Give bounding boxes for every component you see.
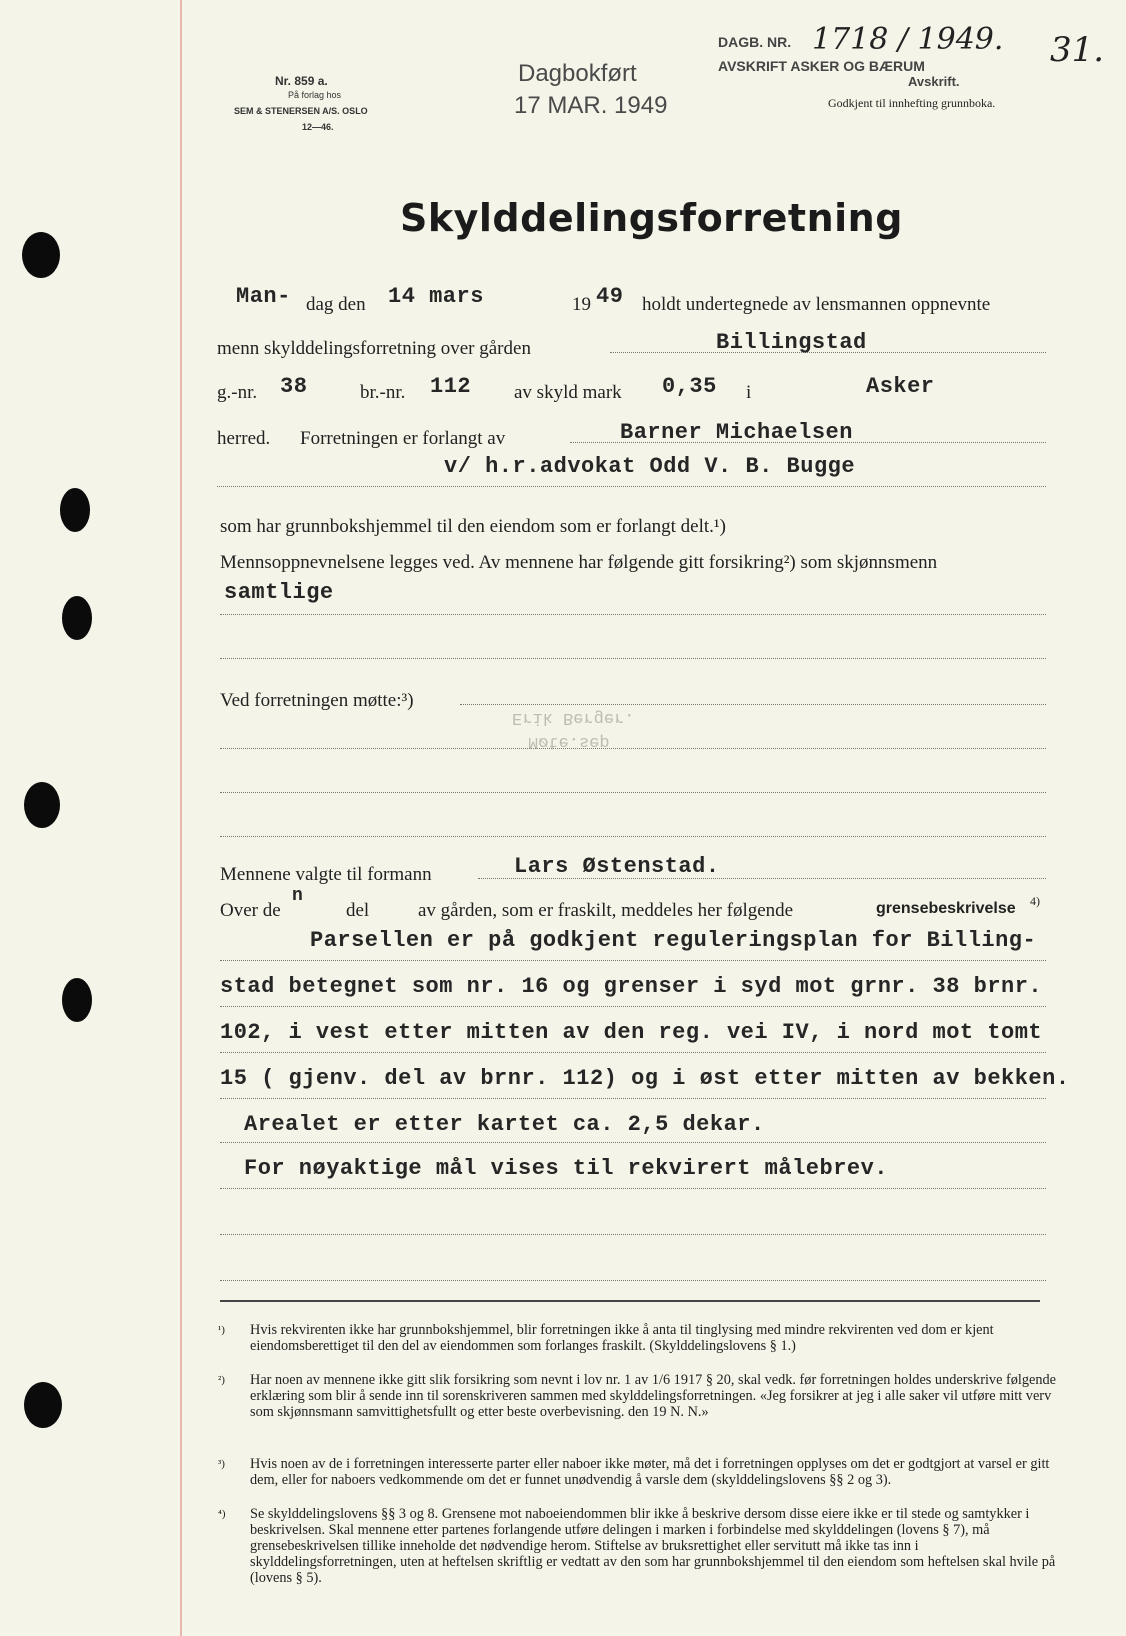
menn-text: menn skylddelingsforretning over gården [217,338,531,359]
description-line: For nøyaktige mål vises til rekvirert målebrev. [244,1156,889,1181]
motte-text: Ved forretningen møtte:³) [220,690,414,711]
weekday-prefix: Man- [236,284,291,309]
description-rule [220,1234,1046,1235]
gnr-label: g.-nr. [217,382,258,403]
description-rule [220,960,1046,961]
mennsopp-text: Mennsoppnevnelsene legges ved. Av mennene har følgende gitt forsikring²) som skjønnsmenn [220,552,938,573]
grunnbok-text: som har grunnbokshjemmel til den eiendom som er forlangt delt.¹) [220,516,726,537]
herred-text: herred. [217,428,271,449]
footnote-text: Hvis noen av de i forretningen interesserte parter eller naboer ikke møter, må det i forretningen opplyses om det er godtgjort at varsel er gitt dem, eller for naboers vedkommende om det er funnet unødvendig å varsle dem (skylddelingslovens §§ 2 og 3). [250,1456,1050,1488]
formann-text: Mennene valgte til formann [220,864,432,885]
motte-line-4 [220,836,1046,837]
publisher-line-3: 12—46. [302,122,334,132]
year-value: 49 [596,284,624,309]
binder-hole [24,782,60,828]
skyld-value: 0,35 [662,374,717,399]
description-line: Arealet er etter kartet ca. 2,5 dekar. [244,1112,765,1137]
motte-line-2 [220,748,1046,749]
bleed-through-line-1: Erik Berger. [512,708,635,727]
description-rule [220,1006,1046,1007]
gnr-value: 38 [280,374,308,399]
description-rule [220,1188,1046,1189]
bleed-through-line-2: Møte.sep [528,732,610,751]
avskrift-label: Avskrift. [908,74,960,89]
motte-line-1 [460,704,1046,705]
footnote [218,1506,1058,1586]
farm-name: Billingstad [716,330,867,355]
avskrift-stamp: AVSKRIFT ASKER OG BÆRUM [718,58,925,74]
forsikring-line-1 [220,614,1046,615]
dag-den-label: dag den [306,294,366,315]
footnote [218,1322,1058,1354]
binder-hole [60,488,90,532]
publisher-line-2: SEM & STENERSEN A/S. OSLO [234,106,368,116]
godkjent-text: Godkjent til innhefting grunnboka. [828,96,996,110]
description-rule [220,1098,1046,1099]
dagb-nr-value: 1718 / 1949. [812,22,1004,57]
footnote [218,1372,1058,1420]
brnr-label: br.-nr. [360,382,406,403]
dagbokfort-date: 17 MAR. 1949 [514,92,668,119]
forlangt-text: Forretningen er forlangt av [300,428,506,449]
description-line: 102, i vest etter mitten av den reg. vei IV, i nord mot tomt [220,1020,1043,1045]
footnote-number: ²) [218,1374,225,1386]
document-title: Skylddelingsforretning [400,196,903,240]
binder-hole [24,1382,62,1428]
year-prefix: 19 [572,294,591,315]
binder-hole [62,978,92,1022]
page-number: 31. [1050,30,1105,70]
binder-hole [62,596,92,640]
requester-line-2: v/ h.r.advokat Odd V. B. Bugge [444,454,856,479]
skyld-label: av skyld mark [514,382,622,403]
margin-line [180,0,182,1636]
description-rule [220,1280,1046,1281]
description-line: Parsellen er på godkjent reguleringsplan for Billing- [310,928,1037,953]
dagb-nr-label: DAGB. NR. [718,34,792,50]
grense-label: grensebeskrivelse [876,900,1016,917]
publisher-line-1: På forlag hos [288,90,342,100]
footnote-text: Se skylddelingslovens §§ 3 og 8. Grensene mot naboeiendommen blir ikke å beskrive dersom disse eiere ikke er til stede og samtykker i beskrivelsen. Skal mennene etter partenes forlangende utføre delingen i marken i forbindelse med skylddelingen (lovens § 7), må grensebeskrivelsen tillike inneholde det nødvendige herom. Stiftelse av bruksrettighet eller servitutt må ikke tas inn i skylddelingsforretningen, uten at heftelsen skriftlig er vedtatt av den som har grunnbokshjemmel til den eiendom som heftelsen skal hvile på (lovens § 5). [250,1506,1056,1586]
footnote-text: Har noen av mennene ikke gitt slik forsikring som nevnt i lov nr. 1 av 1/6 1917 § 20, skal vedk. før forretningen holdes underskrive følgende erklæring som blir å sende inn til sorenskriveren sammen med skylddelingsforretningen. «Jeg forsikrer at jeg i alle saker vil utføre mitt verv som skjønnsmann samvittighetsfullt og etter beste overbevisning. den 19 N. N.» [250,1372,1057,1420]
footnote [218,1456,1058,1488]
municipality: Asker [866,374,935,399]
footnote-separator [220,1300,1040,1302]
requester-name: Barner Michaelsen [620,420,853,445]
footnote-number: ³) [218,1458,225,1470]
description-line: 15 ( gjenv. del av brnr. 112) og i øst etter mitten av bekken. [220,1066,1070,1091]
dagbokfort-stamp: Dagbokført [518,60,637,87]
forsikring-value: samtlige [224,580,334,605]
date-value: 14 mars [388,284,484,309]
description-rule [220,1052,1046,1053]
footnote-text: Hvis rekvirenten ikke har grunnbokshjemmel, blir forretningen ikke å anta til tinglysing med mindre rekvirenten ved dom er kjent eiendomsberettiget til den del av eiendommen som forlanges fraskilt. (Skylddelingslovens § 1.) [250,1322,994,1354]
requester-line-2-rule [217,486,1046,487]
over-text-3: av gården, som er fraskilt, meddeles her følgende [418,900,794,921]
formann-value: Lars Østenstad. [514,854,720,879]
grense-sup: 4) [1030,894,1040,908]
brnr-value: 112 [430,374,472,399]
over-text-2: del [346,900,370,921]
footnote-number: ⁴) [218,1508,226,1520]
binder-hole [22,232,60,278]
description-line: stad betegnet som nr. 16 og grenser i syd mot grnr. 38 brnr. [220,974,1043,999]
description-rule [220,1142,1046,1143]
over-text-1: Over de [220,900,281,921]
i-label: i [746,382,752,403]
form-number: Nr. 859 a. [275,74,328,88]
motte-line-3 [220,792,1046,793]
over-sup: n [292,886,304,906]
footnote-number: ¹) [218,1324,225,1336]
forsikring-line-2 [220,658,1046,659]
holdt-text: holdt undertegnede av lensmannen oppnevnte [642,294,991,315]
